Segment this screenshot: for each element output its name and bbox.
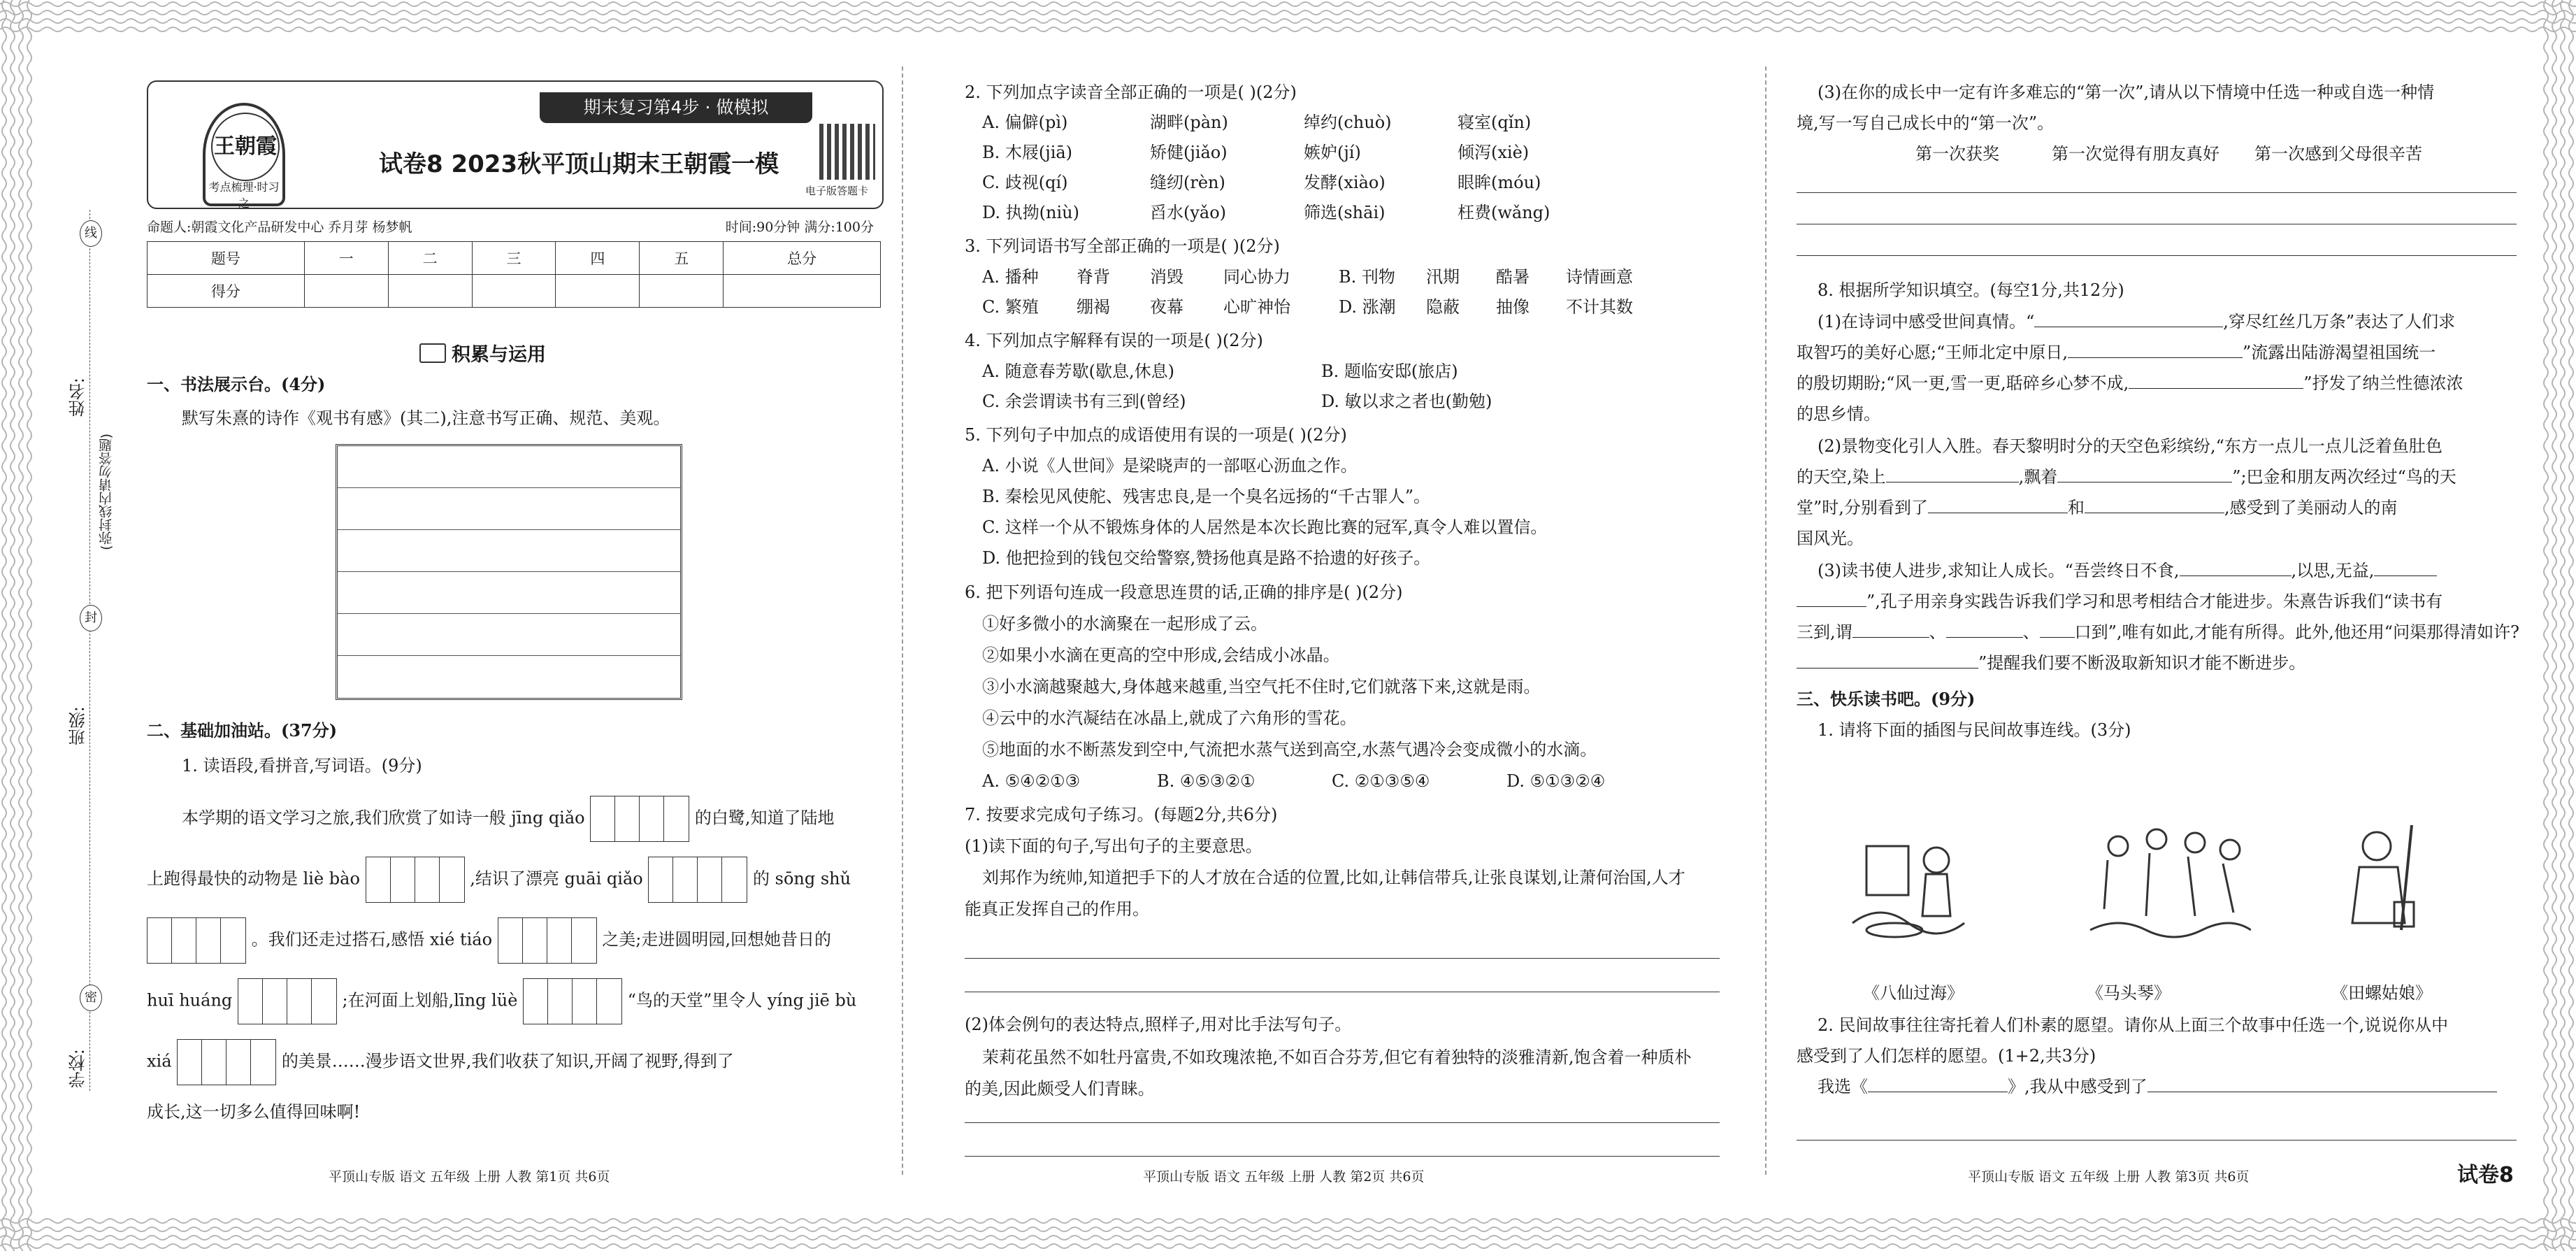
pinyin-text: 上跑得最快的动物是 liè bào: [147, 868, 360, 889]
story-title[interactable]: 《马头琴》: [2087, 983, 2171, 1003]
question-5: 5. 下列句子中加点的成语使用有误的一项是( )(2分): [965, 425, 1347, 445]
q6-sentence: ②如果小水滴在更高的空中形成,会结成小冰晶。: [982, 645, 1340, 665]
option-text: 消毁: [1150, 267, 1183, 287]
score-row-label: 得分: [147, 275, 305, 308]
score-cell[interactable]: [472, 275, 556, 308]
pinyin-grid[interactable]: [238, 978, 337, 1024]
option-text: 绰约(chuò): [1304, 113, 1392, 132]
option-text: 筛选(shāi): [1304, 203, 1386, 222]
q6-sentence: ④云中的水汽凝结在冰晶上,就成了六角形的雪花。: [982, 708, 1357, 728]
q8-line: [1797, 338, 2435, 366]
q8-text: ”提醒我们要不断汲取新知识才能不断进步。: [1978, 653, 2306, 673]
score-header: 三: [472, 242, 556, 275]
section-title: 积累与运用: [452, 344, 546, 366]
q8-line: [1797, 494, 2398, 522]
q7-choice[interactable]: 第一次觉得有朋友真好: [2052, 144, 2219, 164]
question-3: 3. 下列词语书写全部正确的一项是( )(2分): [965, 236, 1280, 256]
page-footer: 平顶山专版 语文 五年级 上册 人教 第1页 共6页: [329, 1169, 610, 1185]
q8-line: 国风光。: [1797, 529, 1864, 548]
calligraphy-box[interactable]: [336, 444, 682, 700]
q8-text: ,飘着: [2018, 467, 2058, 487]
q8-text: 三到,谓: [1797, 622, 1852, 642]
q3-2-answer: [1818, 1073, 2497, 1101]
blank[interactable]: [1797, 668, 1978, 669]
question-4: 4. 下列加点字解释有误的一项是( )(2分): [965, 331, 1263, 350]
score-header: 一: [304, 242, 388, 275]
qr-label: 电子版答题卡: [805, 185, 869, 197]
option-text: 寝室(qǐn): [1458, 113, 1532, 132]
option-text: 湖畔(pàn): [1150, 113, 1228, 132]
question-8: 8. 根据所学知识填空。(每空1分,共12分): [1818, 280, 2124, 300]
q8-text: ,感受到了美丽动人的南: [2224, 498, 2398, 517]
seal-mark: 封: [80, 605, 102, 631]
score-header: 五: [640, 242, 724, 275]
seal-mark: 线: [80, 220, 102, 247]
brand-logo: [203, 103, 285, 210]
answer-line[interactable]: [1797, 192, 2517, 193]
score-header: 总分: [724, 242, 881, 275]
q4-option-d[interactable]: D. 敏以求之者也(勤勉): [1321, 392, 1492, 411]
option-text: 不计其数: [1566, 297, 1633, 317]
q8-line: [1818, 557, 2437, 585]
seal-line: [89, 210, 90, 1091]
step-banner: 期末复习第4步 · 做模拟: [540, 92, 812, 123]
page-3: [1790, 70, 2517, 1168]
q6-sentence: ①好多微小的水滴聚在一起形成了云。: [982, 614, 1267, 634]
pinyin-text: ,结识了漂亮 guāi qiǎo: [470, 868, 643, 889]
q6-option[interactable]: D. ⑤①③②④: [1506, 771, 1606, 791]
illustration-horse-head-fiddle-icon[interactable]: [2335, 818, 2433, 944]
pinyin-grid[interactable]: [648, 857, 747, 903]
q7-choice[interactable]: 第一次感到父母很辛苦: [2254, 144, 2422, 164]
q7-passage-2: 的美,因此颇受人们青睐。: [965, 1079, 1155, 1099]
option-text: 发酵(xiào): [1304, 173, 1386, 192]
pinyin-line-2: [147, 857, 851, 903]
score-header: 四: [556, 242, 640, 275]
q8-line: [1797, 618, 2519, 646]
pinyin-grid[interactable]: [498, 917, 597, 964]
q7-choice[interactable]: 第一次获奖: [1915, 144, 1999, 164]
pinyin-grid[interactable]: [590, 796, 689, 842]
pinyin-text: 的白鹭,知道了陆地: [694, 808, 835, 828]
qr-code-icon[interactable]: [819, 124, 875, 180]
pinyin-text: 的美景……漫步语文世界,我们收获了知识,开阔了视野,得到了: [281, 1051, 734, 1071]
score-cell[interactable]: [640, 275, 724, 308]
q8-line: [1818, 308, 2455, 336]
part-2-heading: 二、基础加油站。(37分): [147, 720, 338, 741]
option-text: 缝纫(rèn): [1150, 173, 1225, 192]
pinyin-text: 。我们还走过搭石,感悟 xié tiáo: [251, 929, 493, 950]
exam-badge: 试卷8: [2457, 1163, 2514, 1187]
section-heading: [419, 339, 546, 366]
q8-text: 的殷切期盼;“风一更,雪一更,聒碎乡心梦不成,: [1797, 373, 2129, 393]
option-text: 矫健(jiǎo): [1150, 143, 1228, 162]
q5-option-c[interactable]: C. 这样一个从不锻炼身体的人居然是本次长跑比赛的冠军,真令人难以置信。: [982, 517, 1548, 537]
option-text: 诗情画意: [1566, 267, 1633, 287]
score-cell[interactable]: [556, 275, 640, 308]
illustration-eight-immortals-icon[interactable]: [2090, 818, 2251, 944]
q7-passage-2: 茉莉花虽然不如牡丹富贵,不如玫瑰浓艳,不如百合芬芳,但它有着独特的淡雅清新,饱含着一种质朴: [982, 1048, 1692, 1067]
question-3-1: 1. 请将下面的插图与民间故事连线。(3分): [1818, 720, 2131, 740]
exam-meta: [147, 217, 881, 236]
blank[interactable]: [1797, 606, 1866, 607]
q8-text: 、: [1929, 622, 1946, 642]
question-7: 7. 按要求完成句子练习。(每题2分,共6分): [965, 805, 1278, 824]
score-cell[interactable]: [388, 275, 472, 308]
q7-part-2: (2)体会例句的表达特点,照样子,用对比手法写句子。: [965, 1015, 1352, 1034]
q8-text: 的天空,染上: [1797, 467, 1886, 487]
q8-line: [1797, 463, 2456, 491]
q8-text: ,穿尽红丝几万条”表达了人们求: [2223, 312, 2456, 331]
page-divider: [1765, 66, 1766, 1175]
option-text: B. 木屐(jiā): [982, 143, 1073, 162]
q8-line: [1797, 369, 2463, 397]
time-score: 时间:90分钟 满分:100分: [725, 220, 874, 235]
option-text: 酷暑: [1496, 267, 1530, 287]
option-text: B. 刊物: [1339, 267, 1395, 287]
q5-option-d[interactable]: D. 他把捡到的钱包交给警察,赞扬他真是路不拾遗的好孩子。: [982, 548, 1431, 568]
q8-text: (3)读书使人进步,求知让人成长。“吾尝终日不食,: [1818, 561, 2180, 580]
q4-option-c[interactable]: C. 余尝谓读书有三到(曾经): [982, 392, 1186, 411]
option-text: 脊背: [1077, 267, 1110, 287]
page-footer: 平顶山专版 语文 五年级 上册 人教 第3页 共6页: [1968, 1169, 2250, 1185]
logo-emblem: 王朝霞: [211, 113, 280, 181]
q8-text: ,以思,无益,: [2291, 561, 2375, 580]
page-divider: [902, 66, 903, 1175]
q7-passage-1: 能真正发挥自己的作用。: [965, 899, 1149, 919]
option-text: 眼眸(móu): [1458, 173, 1541, 192]
score-cell[interactable]: [724, 275, 881, 308]
question-1: 1. 读语段,看拼音,写词语。(9分): [182, 756, 422, 775]
q8-line: (2)景物变化引人入胜。春天黎明时分的天空色彩缤纷,“东方一点儿一点儿泛着鱼肚色: [1818, 436, 2442, 456]
logo-subtitle: 考点梳理·时习之: [208, 180, 280, 210]
q8-text: 取智巧的美好心愿;“王师北定中原日,: [1797, 343, 2068, 362]
blank[interactable]: [2129, 388, 2303, 389]
score-header: 二: [388, 242, 472, 275]
option-text: 隐蔽: [1426, 297, 1460, 317]
option-text: 同心协力: [1223, 267, 1290, 287]
option-text: D. 涨潮: [1339, 297, 1396, 317]
pinyin-line-3: [147, 917, 831, 964]
pinyin-grid[interactable]: [523, 978, 622, 1024]
option-text: D. 执拗(niù): [982, 203, 1079, 222]
pinyin-grid[interactable]: [177, 1039, 276, 1085]
authors: 命题人:朝霞文化产品研发中心 乔月芽 杨梦帆: [147, 220, 412, 235]
blank[interactable]: [2040, 637, 2075, 638]
score-table: [147, 241, 881, 308]
q8-line: 的思乡情。: [1797, 404, 1880, 424]
q6-sentence: ③小水滴越聚越大,身体越来越重,当空气托不住时,它们就落下来,这就是雨。: [982, 677, 1541, 696]
q8-text: 口到”,唯有如此,才能有所得。此外,他还用“问渠那得清如许?: [2074, 622, 2519, 642]
exam-title: 试卷8 2023秋平顶山期末王朝霞一模: [379, 150, 779, 178]
question-3-2: 2. 民间故事往往寄托着人们朴素的愿望。请你从上面三个故事中任选一个,说说你从中: [1818, 1015, 2449, 1035]
exam-header: [147, 80, 884, 209]
option-text: C. 繁殖: [982, 297, 1039, 317]
option-text: 倾泻(xiè): [1458, 143, 1530, 162]
page-footer: 平顶山专版 语文 五年级 上册 人教 第2页 共6页: [1143, 1169, 1425, 1185]
option-text: 汛期: [1426, 267, 1460, 287]
pinyin-line-5: [147, 1039, 734, 1085]
q5-option-b[interactable]: B. 秦桧见风使舵、残害忠良,是一个臭名远扬的“千古罪人”。: [982, 487, 1431, 506]
q8-text: 和: [2067, 498, 2085, 517]
option-text: 心旷神怡: [1223, 297, 1290, 317]
pinyin-grid[interactable]: [147, 917, 246, 964]
question-3-2: 感受到了人们怎样的愿望。(1+2,共3分): [1797, 1046, 2096, 1066]
pinyin-text: 本学期的语文学习之旅,我们欣赏了如诗一般 jīng qiǎo: [182, 808, 585, 828]
q7-part-3: 境,写一写自己成长中的“第一次”。: [1797, 113, 2055, 133]
pinyin-line-4: [147, 978, 856, 1024]
answer-line[interactable]: [1797, 1140, 2517, 1141]
illustration-snail-girl-icon[interactable]: [1839, 818, 1978, 944]
seal-note: (弥封线内请勿答题): [99, 434, 114, 550]
option-text: 夜幕: [1150, 297, 1183, 317]
q8-text: 、: [2022, 622, 2040, 642]
q6-sentence: ⑤地面的水不断蒸发到空中,气流把水蒸气送到高空,水蒸气遇冷会变成微小的水滴。: [982, 740, 1597, 759]
q8-line: [1797, 587, 2442, 615]
pinyin-text: ;在河面上划船,līng lüè: [342, 990, 518, 1010]
school-label: 学校:: [69, 1049, 88, 1089]
answer-text: 我选《: [1818, 1077, 1868, 1096]
option-text: 嫉妒(jí): [1304, 143, 1361, 162]
pinyin-text: xiá: [147, 1051, 172, 1071]
blank[interactable]: [1852, 637, 1929, 638]
answer-line[interactable]: [1797, 255, 2517, 256]
q4-option-a[interactable]: A. 随意春芳歇(歇息,休息): [982, 362, 1174, 381]
q8-text: (1)在诗词中感受世间真情。“: [1818, 312, 2035, 331]
part-3-heading: 三、快乐读书吧。(9分): [1797, 689, 1976, 709]
q7-part-1: (1)读下面的句子,写出句子的主要意思。: [965, 836, 1262, 856]
pinyin-grid[interactable]: [366, 857, 465, 903]
pinyin-text: 之美;走进圆明园,回想她昔日的: [602, 929, 832, 950]
pinyin-text: “鸟的天堂”里令人 yíng jiē bù: [627, 990, 857, 1010]
blank[interactable]: [2068, 357, 2243, 358]
answer-text: 》,我从中感受到了: [2008, 1077, 2147, 1096]
pinyin-line-6: 成长,这一切多么值得回味啊!: [147, 1102, 361, 1122]
q6-option[interactable]: B. ④⑤③②①: [1157, 771, 1255, 791]
q8-text: ”,孔子用亲身实践告诉我们学习和思考相结合才能进步。朱熹告诉我们“读书有: [1866, 592, 2443, 611]
q8-text: ”流露出陆游渴望祖国统一: [2242, 343, 2436, 362]
option-text: C. 歧视(qí): [982, 173, 1068, 192]
question-2: 2. 下列加点字读音全部正确的一项是( )(2分): [965, 83, 1297, 102]
name-label: 姓名:: [69, 378, 88, 417]
score-header: 题号: [147, 242, 305, 275]
q8-text: 堂”时,分别看到了: [1797, 498, 1928, 517]
pinyin-text: 的 sōng shǔ: [753, 868, 851, 889]
pinyin-text: huī huáng: [147, 990, 233, 1010]
answer-line[interactable]: [965, 1156, 1720, 1157]
answer-line[interactable]: [965, 1122, 1720, 1123]
story-title[interactable]: 《田螺姑娘》: [2331, 983, 2432, 1003]
option-text: 枉费(wǎng): [1458, 203, 1550, 222]
option-text: A. 播种: [982, 267, 1039, 287]
q8-line: [1797, 649, 2305, 677]
option-text: 抽像: [1496, 297, 1530, 317]
option-text: 绷褐: [1077, 297, 1110, 317]
score-cell[interactable]: [304, 275, 388, 308]
part-1-instruction: 默写朱熹的诗作《观书有感》(其二),注意书写正确、规范、美观。: [182, 408, 670, 428]
page-2: [954, 70, 1748, 1168]
class-label: 班级:: [69, 706, 88, 746]
question-6: 6. 把下列语句连成一段意思连贯的话,正确的排序是( )(2分): [965, 582, 1403, 602]
q5-option-a[interactable]: A. 小说《人世间》是梁晓声的一部呕心沥血之作。: [982, 456, 1358, 476]
q7-part-3: (3)在你的成长中一定有许多难忘的“第一次”,请从以下情境中任选一种或自选一种情: [1818, 83, 2435, 102]
option-text: 舀水(yǎo): [1150, 203, 1227, 222]
story-title[interactable]: 《八仙过海》: [1863, 983, 1964, 1003]
pinyin-line-1: [182, 796, 835, 842]
page-1: [105, 70, 884, 1168]
q4-option-b[interactable]: B. 题临安邸(旅店): [1321, 362, 1458, 381]
seal-mark: 密: [80, 985, 102, 1011]
blank[interactable]: [1946, 637, 2023, 638]
book-icon: [419, 343, 446, 363]
q7-passage-1: 刘邦作为统帅,知道把手下的人才放在合适的位置,比如,让韩信带兵,让张良谋划,让萧何治国,人才: [982, 868, 1685, 887]
q6-option[interactable]: A. ⑤④②①③: [982, 771, 1081, 791]
q8-text: ”抒发了纳兰性德浓浓: [2303, 373, 2463, 393]
q8-text: ”;巴金和朋友两次经过“鸟的天: [2232, 467, 2456, 487]
q6-option[interactable]: C. ②①③⑤④: [1332, 771, 1430, 791]
option-text: A. 偏僻(pì): [982, 113, 1068, 132]
answer-line[interactable]: [965, 958, 1720, 959]
part-1-heading: 一、书法展示台。(4分): [147, 374, 326, 394]
